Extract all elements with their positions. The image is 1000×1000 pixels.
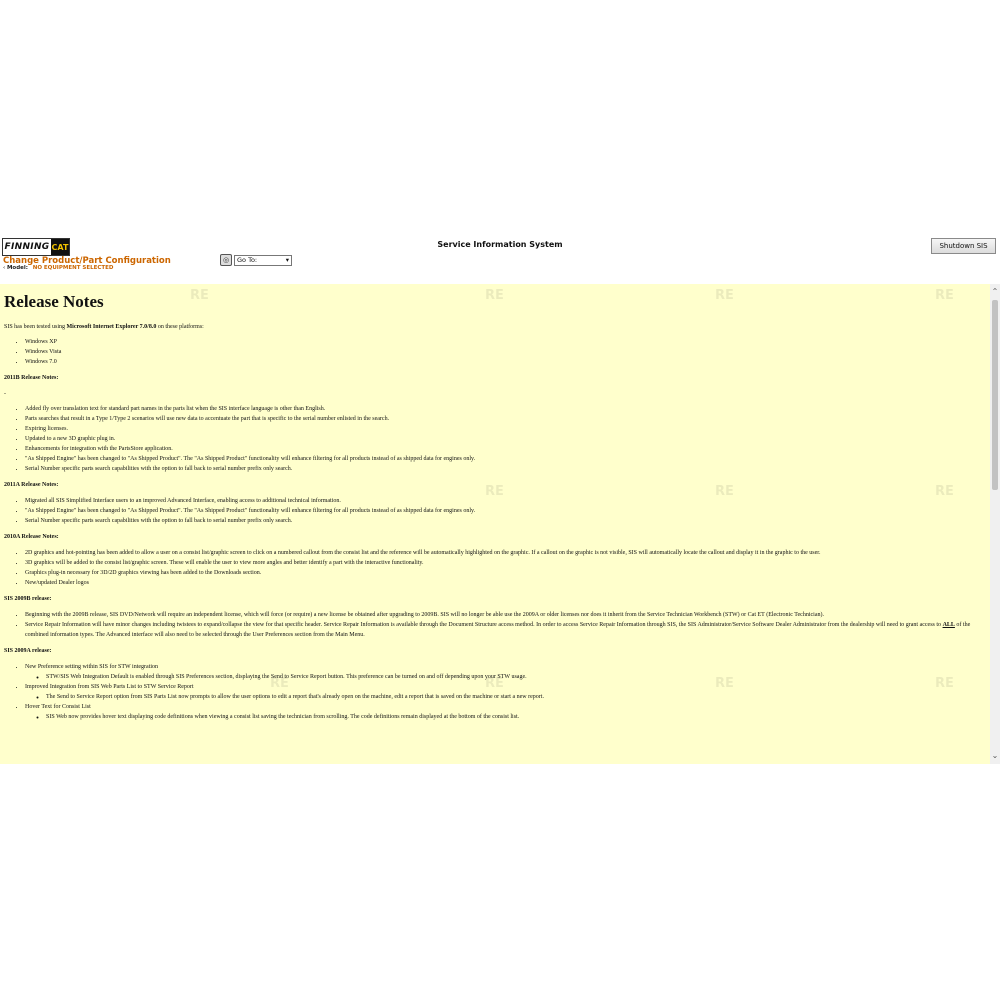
list-item: • "As Shipped Engine" has been changed to "As Shipped Product". The "As Shipped Product" functionality will enhance filtering for all products instead of as shipped data for engines only. [25, 506, 979, 516]
change-product-link[interactable]: Change Product/Part Configuration [3, 256, 171, 266]
sub-list [25, 672, 979, 682]
logo-cat-text: CAT [51, 239, 69, 255]
list-item [25, 682, 979, 702]
watermark: RE [935, 676, 954, 691]
goto-control [220, 254, 292, 266]
scrollbar-thumb[interactable] [992, 300, 998, 490]
list-item: • Serial Number specific parts search capabilities with the option to fall back to serial number prefix only search. [25, 516, 979, 526]
list-item: • Migrated all SIS Simplified Interface users to an improved Advanced Interface, enabling access to additional technical information. [25, 496, 979, 506]
list-item [25, 662, 979, 682]
emphasis-all: ALL [942, 622, 955, 628]
section-dash: - [4, 391, 6, 397]
logo-finning-text: FINNING [3, 239, 51, 255]
watermark: RE [190, 288, 209, 303]
section-heading-2010a: 2010A Release Notes: [4, 534, 59, 540]
watermark: RE [935, 288, 954, 303]
list-item [25, 702, 979, 722]
list-item: • Graphics plug-in necessary for 3D/2D graphics viewing has been added to the Downloads section. [25, 568, 979, 578]
section-heading-2009b: SIS 2009B release: [4, 596, 52, 602]
list-item-text: Hover Text for Consist List [25, 704, 91, 710]
list-item-text-end: of the combined information types. The Advanced interface will also need to be selected through the User Preferences section from the Main Menu. [25, 622, 971, 638]
watermark: RE [715, 288, 734, 303]
sub-list-item: ◦ STW/SIS Web Integration Default is enabled through SIS Preferences section, displaying the Send to Service Report button. This preference can be turned on and off depending upon your STW usage. [46, 672, 979, 682]
list-item: • Beginning with the 2009B release, SIS DVD/Network will require an independent license, which will force (or require) a new license be obtained after upgrading to 2009B. SIS will no longer be able use the 2009A or older licenses nor does it inherit from the Service Technician Workbench (STW) or Cat ET (Electronic Technician). [25, 610, 979, 620]
sub-list-item: ◦ SIS Web now provides hover text displaying code definitions when viewing a consist list saving the technician from scrolling. The code definitions remain displayed at the bottom of the consist list. [46, 712, 979, 722]
list-item: • Serial Number specific parts search capabilities with the option to fall back to serial number prefix only search. [25, 464, 979, 474]
release-notes-content[interactable] [0, 284, 990, 764]
list-2010a [4, 548, 979, 588]
list-item-text: New Preference setting within SIS for STW integration [25, 664, 159, 670]
page-title: Service Information System [437, 240, 563, 249]
list-2011b [4, 404, 979, 474]
list-2009b [4, 610, 979, 640]
sis-window [0, 236, 1000, 764]
goto-icon[interactable]: ◎ [220, 254, 232, 266]
chevron-down-icon: ▾ [285, 256, 289, 264]
watermark: RE [715, 676, 734, 691]
intro-browser: Microsoft Internet Explorer 7.0/8.0 [66, 324, 157, 330]
watermark: RE [485, 484, 504, 499]
model-label: Model: [6, 265, 28, 271]
list-item: • Parts searches that result in a Type 1/Type 2 scenarios will use new data to accentuate the part that is specific to the serial number enlisted in the search. [25, 414, 979, 424]
vertical-scrollbar[interactable] [990, 284, 1000, 764]
sub-list [25, 692, 979, 702]
dealer-logo [2, 238, 70, 256]
list-item-text: Service Repair Information will have minor changes including twistees to expand/collapse the view for that specific header. Service Repair Information is available through the Document Structure access method. In order to access Service Repair Information through SIS, the SIS Administrator/Service Software Dealer Administrator from the dealership will need to grant access to [25, 622, 943, 628]
goto-select-value: Go To: [237, 256, 258, 264]
section-heading-2009a: SIS 2009A release: [4, 648, 52, 654]
list-item: • Updated to a new 3D graphic plug in. [25, 434, 979, 444]
section-heading-2011b: 2011B Release Notes: [4, 375, 59, 381]
list-item-text: Improved Integration from SIS Web Parts List to STW Service Report [25, 684, 194, 690]
scroll-down-icon[interactable]: ⌄ [991, 751, 999, 760]
sub-list [25, 712, 979, 722]
list-item: • 2D graphics and hot-pointing has been added to allow a user on a consist list/graphic screen to click on a numbered callout from the consist list and the reference will be automatically highlighted on the graphic. If a callout on the graphic is not visible, SIS will automatically locate the callout and display it in the graphic to the user. [25, 548, 979, 558]
list-item: • Added fly over translation text for standard part names in the parts list when the SIS interface language is other than English. [25, 404, 979, 414]
list-item: • New/updated Dealer logos [25, 578, 979, 588]
app-header [0, 236, 1000, 284]
section-heading-2011a: 2011A Release Notes: [4, 482, 59, 488]
scroll-up-icon[interactable]: ⌃ [991, 287, 999, 296]
platform-list [4, 337, 979, 367]
list-item: • Windows 7.0 [25, 357, 979, 367]
list-item: • Enhancements for integration with the PartsStore application. [25, 444, 979, 454]
list-2011a [4, 496, 979, 526]
list-item: • Windows Vista [25, 347, 979, 357]
goto-select[interactable] [234, 255, 292, 266]
list-item: • Expiring licenses. [25, 424, 979, 434]
watermark: RE [485, 676, 504, 691]
list-item [25, 620, 979, 640]
watermark: RE [715, 484, 734, 499]
doc-title: Release Notes [4, 292, 104, 311]
intro-text: SIS has been tested using [4, 324, 67, 330]
watermark: RE [270, 676, 289, 691]
intro-paragraph [4, 322, 979, 332]
list-2009a [4, 662, 979, 722]
watermark: RE [485, 288, 504, 303]
list-item: • 3D graphics will be added to the consist list/graphic screen. These will enable the user to view more angles and better identify a part with the interactive functionality. [25, 558, 979, 568]
model-status [3, 265, 113, 271]
list-item: • Windows XP [25, 337, 979, 347]
intro-text-end: on these platforms: [156, 324, 204, 330]
sub-list-item: ◦ The Send to Service Report option from SIS Parts List now prompts to allow the user options to edit a report that's already open on the machine, edit a report that is saved on the machine or start a new report. [46, 692, 979, 702]
release-notes-document [4, 284, 979, 728]
model-value: NO EQUIPMENT SELECTED [32, 265, 114, 271]
list-item: • "As Shipped Engine" has been changed to "As Shipped Product". The "As Shipped Product" functionality will enhance filtering for all products instead of as shipped data for engines only. [25, 454, 979, 464]
shutdown-button[interactable]: Shutdown SIS [931, 238, 996, 254]
chevron-left-icon: ‹ [3, 265, 6, 271]
watermark: RE [935, 484, 954, 499]
